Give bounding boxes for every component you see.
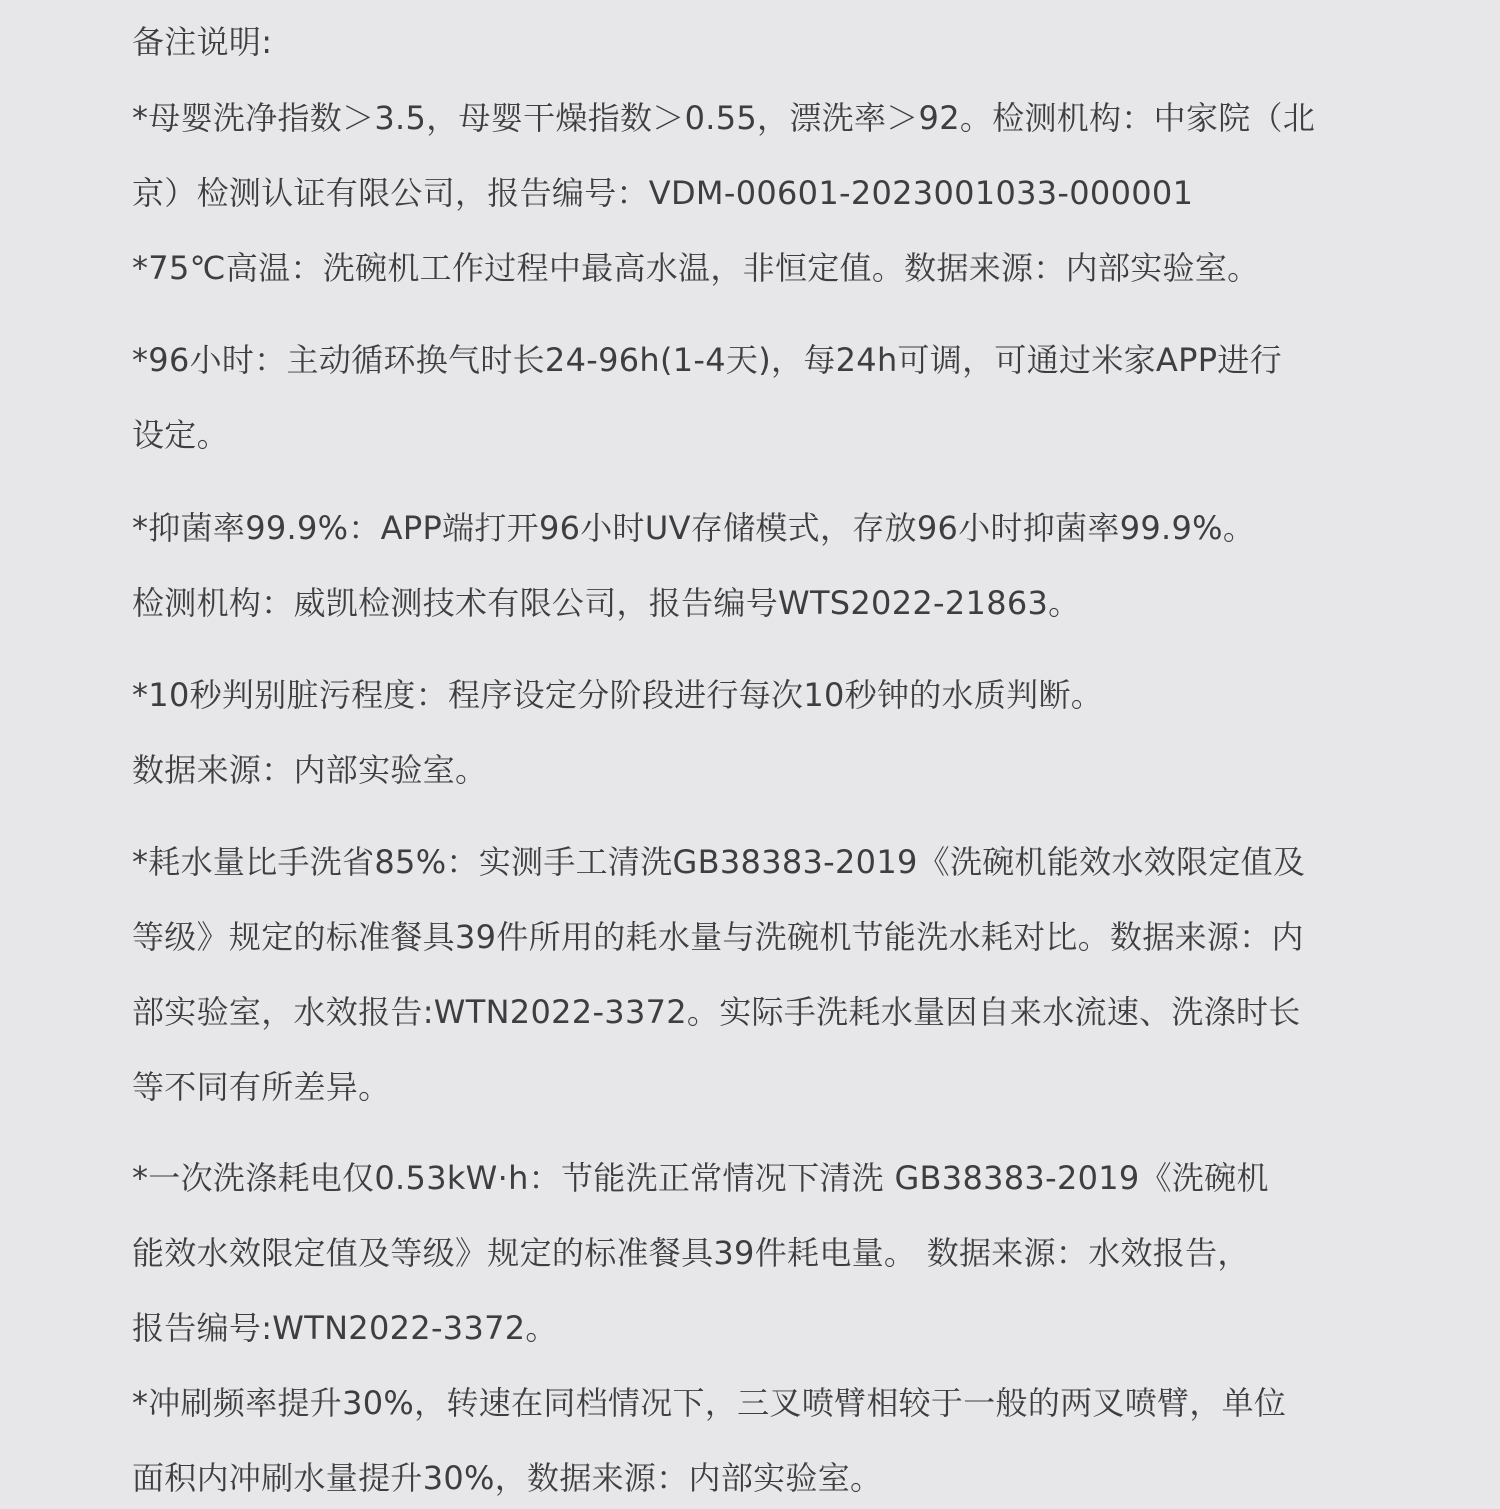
note-line: 部实验室，水效报告:WTN2022-3372。实际手洗耗水量因自来水流速、洗涤时长 [132,993,1301,1031]
note-line: 面积内冲刷水量提升30%，数据来源：内部实验室。 [132,1459,883,1497]
note-line: *耗水量比手洗省85%：实测手工清洗GB38383-2019《洗碗机能效水效限定值及 [132,843,1306,881]
note-line: *母婴洗净指数＞3.5，母婴干燥指数＞0.55，漂洗率＞92。检测机构：中家院（北 [132,99,1316,137]
note-line: *96小时：主动循环换气时长24-96h(1-4天)，每24h可调，可通过米家APP进行 [132,341,1282,379]
note-line: *10秒判别脏污程度：程序设定分阶段进行每次10秒钟的水质判断。 [132,676,1104,714]
note-line: 等不同有所差异。 [132,1068,391,1106]
note-line: *冲刷频率提升30%，转速在同档情况下，三叉喷臂相较于一般的两叉喷臂，单位 [132,1384,1287,1422]
note-line: *75℃高温：洗碗机工作过程中最高水温，非恒定值。数据来源：内部实验室。 [132,249,1260,287]
note-line: 设定。 [132,416,229,454]
note-line: *抑菌率99.9%：APP端打开96小时UV存储模式，存放96小时抑菌率99.9%。 [132,509,1256,547]
note-line: 能效水效限定值及等级》规定的标准餐具39件耗电量。 数据来源：水效报告， [132,1234,1250,1272]
notes-heading: 备注说明: [132,23,273,61]
note-line: 报告编号:WTN2022-3372。 [132,1309,558,1347]
note-line: 检测机构：威凯检测技术有限公司，报告编号WTS2022-21863。 [132,584,1081,622]
note-line: 数据来源：内部实验室。 [132,751,488,789]
note-line: 京）检测认证有限公司，报告编号：VDM-00601-2023001033-000001 [132,174,1194,212]
note-line: *一次洗涤耗电仅0.53kW·h：节能洗正常情况下清洗 GB38383-2019《洗碗机 [132,1159,1269,1197]
note-line: 等级》规定的标准餐具39件所用的耗水量与洗碗机节能洗水耗对比。数据来源：内 [132,918,1304,956]
